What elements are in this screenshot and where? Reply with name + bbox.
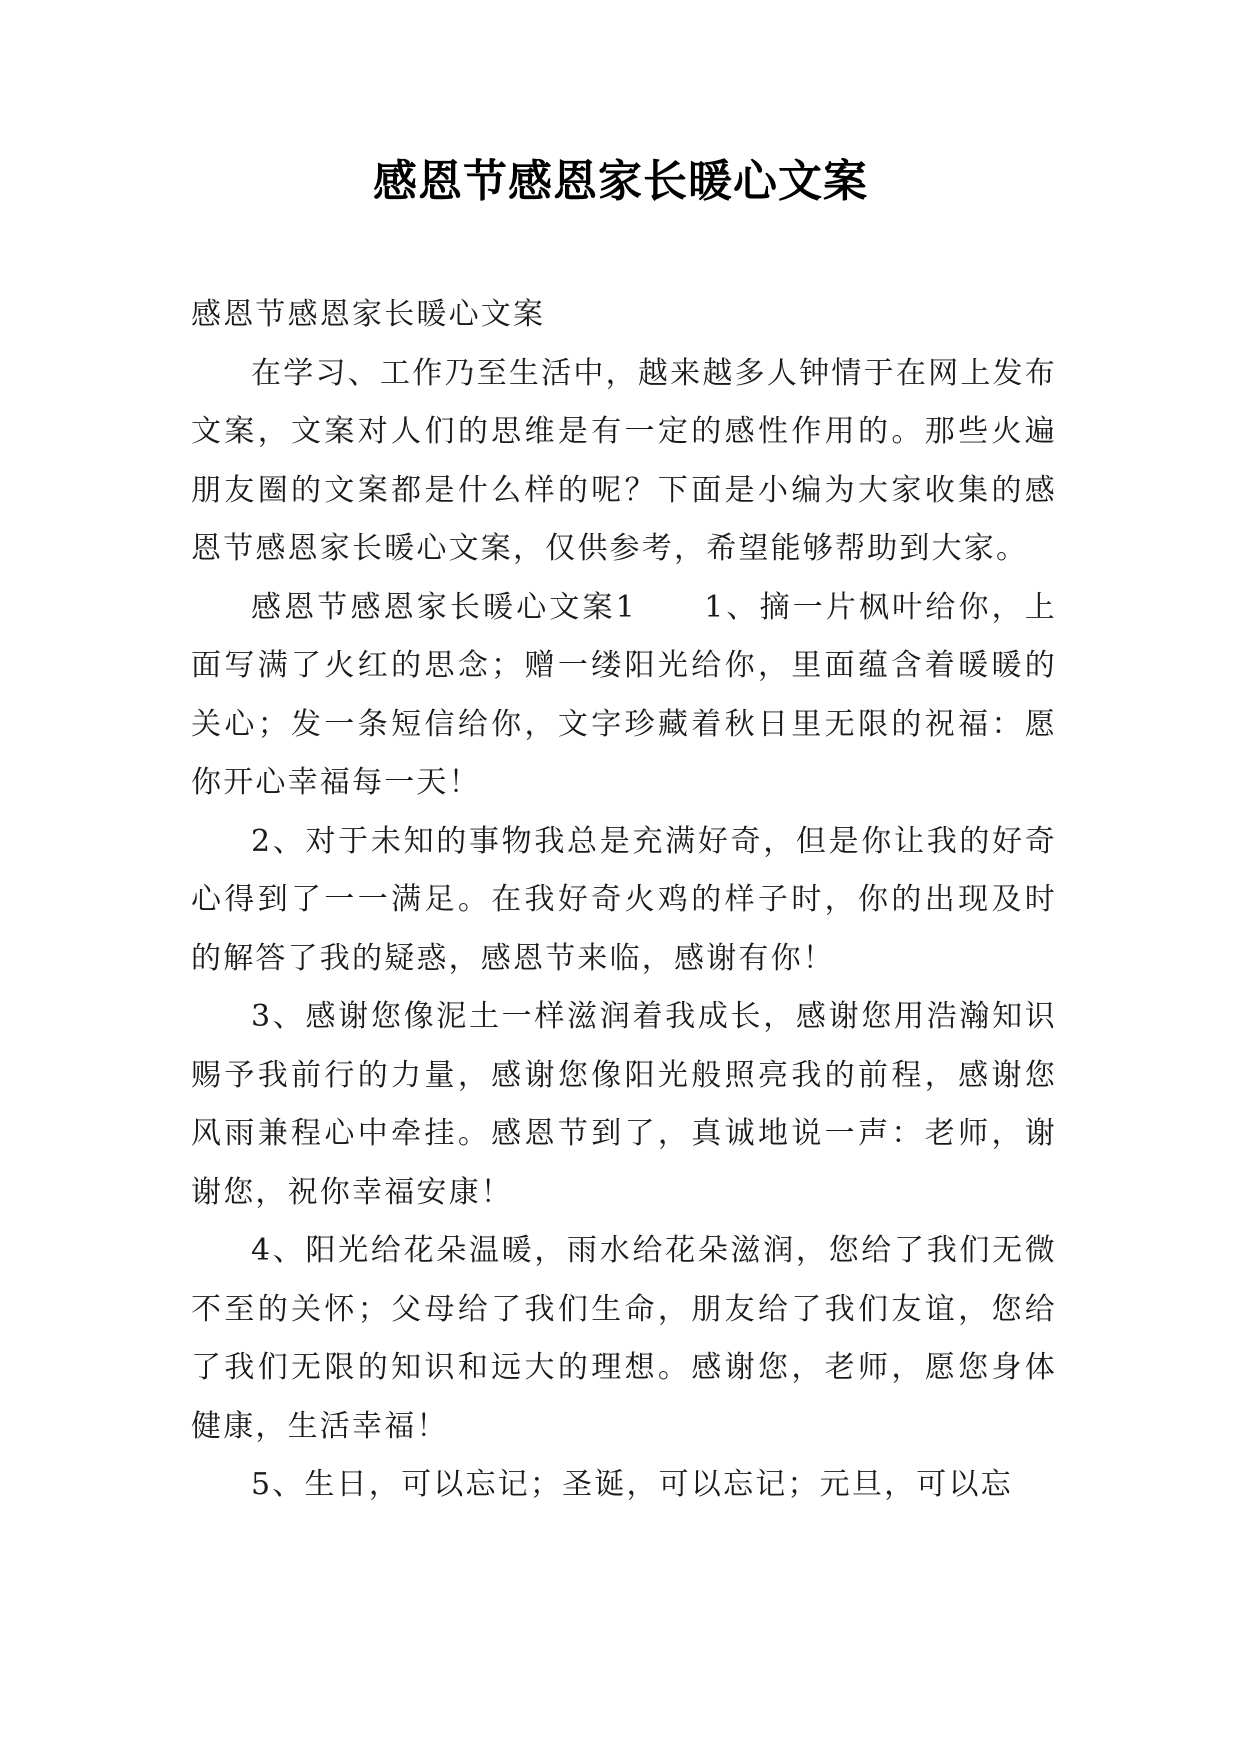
document-title: 感恩节感恩家长暖心文案: [373, 156, 868, 207]
document-subtitle: 感恩节感恩家长暖心文案: [191, 297, 546, 332]
paragraph-intro: 在学习、工作乃至生活中，越来越多人钟情于在网上发布文案，文案对人们的思维是有一定的感性作用的。那些火遍朋友圈的文案都是什么样的呢？下面是小编为大家收集的感恩节感恩家长暖心文案，仅供参考，希望能够帮助到大家。: [191, 355, 1057, 566]
paragraph-item-5: 5、生日，可以忘记；圣诞，可以忘记；元旦，可以忘: [251, 1467, 1013, 1502]
paragraph-item-4: 4、阳光给花朵温暖，雨水给花朵滋润，您给了我们无微不至的关怀；父母给了我们生命，朋友给了我们友谊，您给了我们无限的知识和远大的理想。感谢您，老师，愿您身体健康，生活幸福！: [191, 1233, 1057, 1444]
paragraph-item-1: 感恩节感恩家长暖心文案1 1、摘一片枫叶给你，上面写满了火红的思念；赠一缕阳光给你，里面蕴含着暖暖的关心；发一条短信给你，文字珍藏着秋日里无限的祝福：愿你开心幸福每一天！: [191, 589, 1057, 800]
document-body: [191, 286, 1057, 1515]
paragraph-item-2: 2、对于未知的事物我总是充满好奇，但是你让我的好奇心得到了一一满足。在我好奇火鸡的样子时，你的出现及时的解答了我的疑惑，感恩节来临，感谢有你！: [191, 823, 1057, 976]
paragraph-item-3: 3、感谢您像泥土一样滋润着我成长，感谢您用浩瀚知识赐予我前行的力量，感谢您像阳光般照亮我的前程，感谢您风雨兼程心中牵挂。感恩节到了，真诚地说一声：老师，谢谢您，祝你幸福安康！: [191, 999, 1057, 1210]
